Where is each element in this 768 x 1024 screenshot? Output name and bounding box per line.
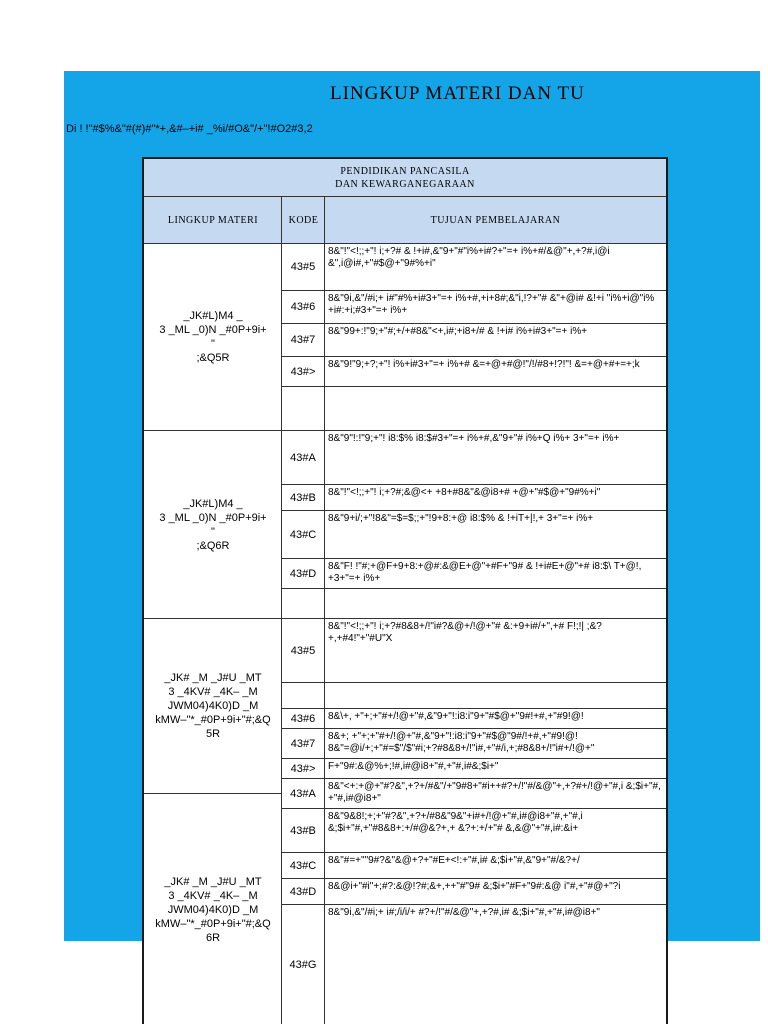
column-header-kode: KODE	[282, 197, 325, 244]
tujuan-cell: 8&"9i,&"/#i;+ i#"#%+i#3+"=+ i%+#,+i+8#;&"i,!?+"# &"+@i# &!+i "i%+i@"i% +i#:+i;#3+"=+ i%+	[328, 293, 655, 316]
kode-cell: 43#C	[282, 511, 325, 558]
table-header-line-2: DAN KEWARGANEGARAAN	[335, 179, 475, 190]
table-row	[282, 291, 666, 324]
table-row	[282, 905, 666, 1024]
kode-cell: 43#G	[282, 905, 325, 1024]
lingkup-text: ;&Q6R	[196, 539, 230, 552]
tujuan-cell: 8&"9&8!;+;+"#?&",+?+/#8&"9&"+i#+/!@+"#,i#@i8+"#,+"#,i &;$i+"#,+"#8&8+:+/#@&?+,+ &?+:+/+"# &,&@"+"#,i#:&i+	[328, 811, 583, 834]
kode-cell: 43#7	[282, 729, 325, 758]
lingkup-text: JWM04)4K0)D _M	[167, 903, 259, 916]
kode-cell: 43#D	[282, 879, 325, 904]
table-row	[282, 244, 666, 291]
tujuan-cell: 8&"9"!:!"9;+"! i8:$% i8:$#3+"=+ i%+#,&"9+"# i%+Q i%+ 3+"=+ i%+	[328, 433, 620, 444]
lingkup-text: _JK# _M _J#U _MT	[164, 875, 262, 888]
column-header-tujuan: TUJUAN PEMBELAJARAN	[325, 197, 666, 244]
tujuan-cell: 8&"F! !"#;+@F+9+8:+@#:&@E+@"+#F+"9# & !+i#E+@"+# i8:$\ T+@!, +3+"=+ i%+	[328, 561, 642, 584]
lingkup-text: _JK# _M _J#U _MT	[164, 672, 262, 684]
lingkup-text: _JK#L)M4 _	[183, 310, 243, 322]
lingkup-group	[144, 431, 282, 619]
table-row	[282, 589, 666, 619]
kode-cell: 43#6	[282, 709, 325, 728]
tujuan-cell: 8&"#=+""9#?&"&@+?+"#E+<!:+"#,i# &;$i+"#,&"9+"#/&?+/	[328, 855, 580, 866]
tujuan-cell: 8&"!"<!;;+"! i;+?#8&8+/!"i#?&@+/!@+"# &:+9+i#/+",+# F!;!| ;&?+,+#4!"+"#U"X	[328, 621, 602, 644]
page-title: LINGKUP MATERI DAN TU	[330, 83, 585, 104]
table-row	[282, 759, 666, 779]
table-row	[282, 879, 666, 905]
column-divider	[324, 197, 325, 244]
table-row	[282, 683, 666, 709]
tujuan-cell: 8&"9i,&"/#i;+ i#;/i/i/+ #?+/!"#/&@"+,+?#,i# &;$i+"#,+"#,i#@i8+"	[328, 907, 600, 918]
lingkup-text: _JK#L)M4 _	[183, 497, 243, 510]
column-header-lingkup: LINGKUP MATERI	[144, 197, 282, 244]
table-row	[282, 511, 666, 559]
kode-cell	[282, 683, 325, 708]
kode-cell	[282, 589, 325, 618]
kode-cell: 43#D	[282, 559, 325, 588]
tujuan-cell: 8&"!"<!;;+"! i;+?#;&@<+ +8+#8&"&@i8+# +@+"#$@+"9#%+i"	[328, 487, 601, 498]
table-row	[282, 387, 666, 431]
table-row	[282, 431, 666, 485]
lingkup-text: kMW–"*_#0P+9i+"#;&Q	[155, 714, 271, 726]
page-subtitle: Di ! !"#$%&"#(#)#"*+,&#–+i# _%i/#O&"/+"!#O2#3,2	[66, 123, 313, 135]
lingkup-text: 6R	[205, 931, 221, 944]
lingkup-text: "	[211, 525, 215, 538]
table-row	[282, 779, 666, 809]
kode-cell: 43#5	[282, 244, 325, 290]
table-row	[282, 357, 666, 387]
table-row	[282, 559, 666, 589]
kode-cell: 43#A	[282, 431, 325, 484]
lingkup-text: 3 _4KV# _4K– _M	[168, 889, 258, 902]
kode-cell: 43#>	[282, 357, 325, 386]
table-header	[144, 159, 666, 197]
kode-cell: 43#>	[282, 759, 325, 778]
table-row	[282, 809, 666, 853]
kode-cell: 43#6	[282, 291, 325, 323]
lingkup-text: 3 _4KV# _4K– _M	[168, 686, 258, 698]
lingkup-group	[144, 244, 282, 431]
kode-cell: 43#C	[282, 853, 325, 878]
kode-cell: 43#7	[282, 324, 325, 356]
tujuan-cell: 8&"99+:!"9;+"#;+/+#8&"<+,i#;+i8+/# & !+i# i%+i#3+"=+ i%+	[328, 326, 588, 337]
kode-cell	[282, 387, 325, 430]
curriculum-table	[142, 157, 668, 1024]
tujuan-cell: 8&"!"<!;;+"! i;+?# & !+i#,&"9+"#"i%+i#?+"=+ i%+#/&@"+,+?#,i@i &",i@i#,+"#$@+"9#%+i"	[328, 246, 610, 269]
tujuan-cell: 8&\+, +"+;+"#+/!@+"#,&"9+"!:i8:i"9+"#$@+"9#!+#,+"#9!@!	[328, 711, 584, 722]
lingkup-text: 3 _ML _0)N _#0P+9i+	[159, 324, 267, 336]
tujuan-cell: 8&"<+:+@+"#?&",+?+/#&"/+"9#8+"#i++#?+/!"#/&@"+,+?#+/!@+"#,i &;$i+"#, +"#,i#@i8+"	[328, 781, 661, 804]
tujuan-cell: 8&+; +"+;+"#+/!@+"#,&"9+"!:i8:i"9+"#$@"9#/!+#,+"#9!@! 8&"=@i/+;+"#=$"/$"#i;+?#8&8+/!"i#,+"#/i,+;#8&8+/!"i#+/!@+"	[328, 731, 595, 754]
lingkup-text: 3 _ML _0)N _#0P+9i+	[159, 511, 267, 524]
lingkup-text: ;&Q5R	[196, 352, 230, 364]
table-row	[282, 619, 666, 683]
table-row	[282, 853, 666, 879]
tujuan-cell: 8&"9+i/;+"!8&"=$=$;;+"!9+8:+@ i8:$% & !+iT+|!,+ 3+"=+ i%+	[328, 513, 594, 524]
lingkup-text: "	[211, 338, 215, 350]
lingkup-text: 5R	[205, 728, 221, 740]
table-row	[282, 709, 666, 729]
lingkup-text: JWM04)4K0)D _M	[167, 700, 259, 712]
lingkup-group	[144, 794, 282, 1024]
table-row	[282, 729, 666, 759]
kode-cell: 43#5	[282, 619, 325, 682]
table-header-line-1: PENDIDIKAN PANCASILA	[340, 166, 470, 177]
kode-cell: 43#A	[282, 779, 325, 808]
tujuan-cell: 8&"9!"9;+?;+"! i%+i#3+"=+ i%+# &=+@+#@!"/!/#8+!?!"! &=+@+#+=+;k	[328, 359, 640, 370]
lingkup-text: kMW–"*_#0P+9i+"#;&Q	[155, 917, 271, 930]
table-row	[282, 324, 666, 357]
lingkup-group	[144, 619, 282, 794]
tujuan-cell: F+"9#:&@%+;!#,i#@i8+"#,+"#,i#&;$i+"	[328, 761, 499, 772]
kode-cell: 43#B	[282, 485, 325, 510]
kode-cell: 43#B	[282, 809, 325, 852]
tujuan-cell: 8&@i+"#i"+;#?:&@!?#;&+,++"#"9# &;$i+"#F+"9#:&@ i"#,+"#@+"?i	[328, 881, 621, 892]
table-row	[282, 485, 666, 511]
